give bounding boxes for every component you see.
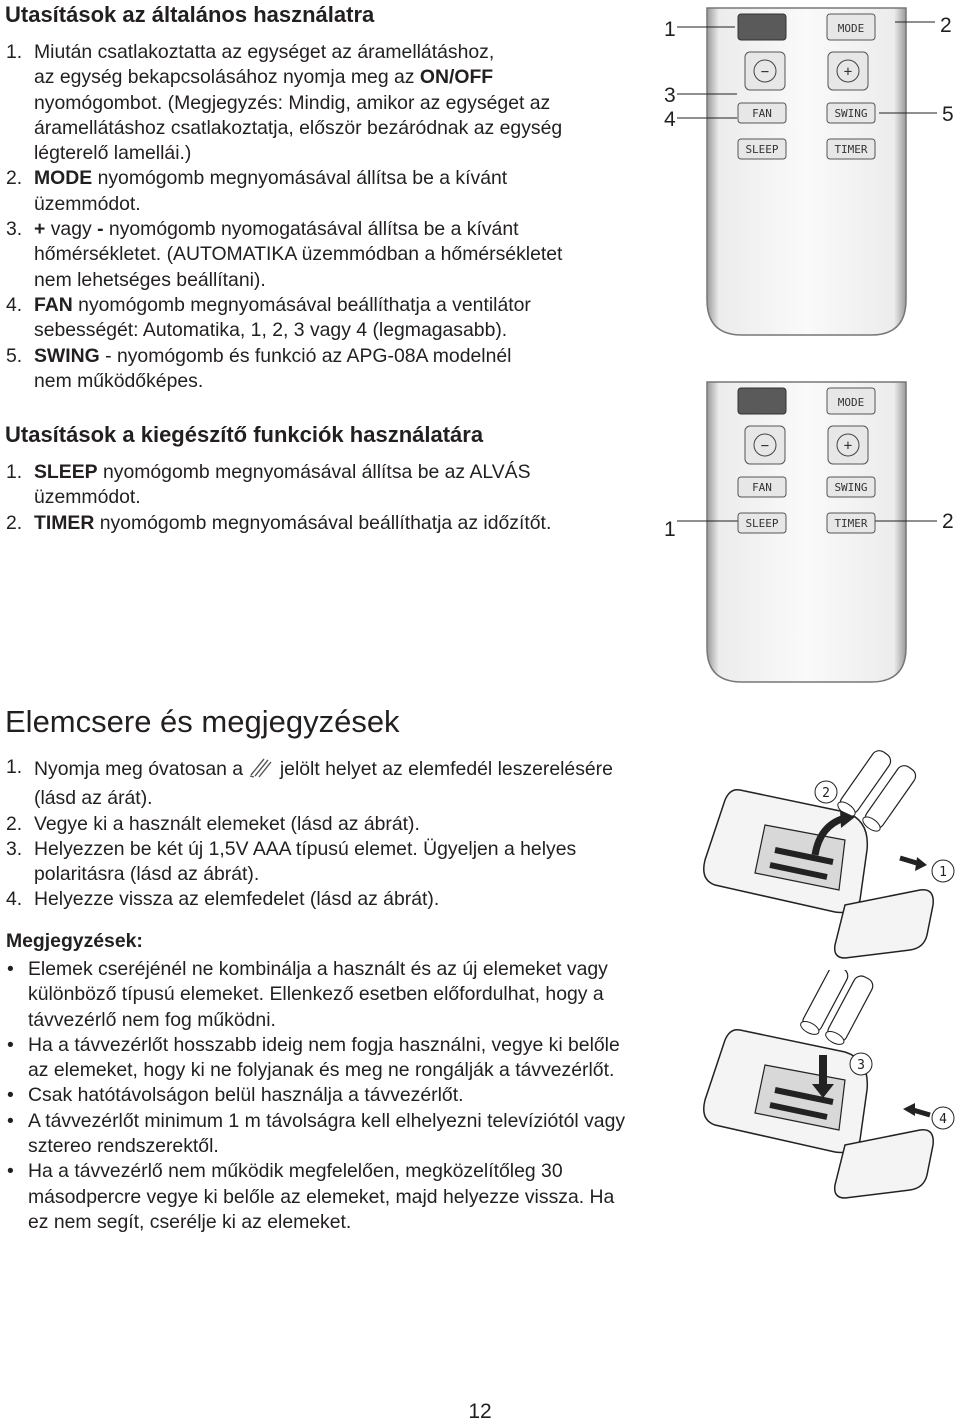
text-segment: nyomógomb megnyomásával állítsa be az ALVÁS (97, 461, 531, 483)
swing-button-label: SWING (834, 107, 868, 120)
text-segment: Miután csatlakoztatta az egységet az áramellátáshoz, (34, 41, 495, 63)
list-item (6, 293, 646, 344)
bullet-icon: • (7, 1084, 14, 1107)
list-item-line (34, 837, 686, 862)
note-item (6, 1083, 686, 1108)
list-item (6, 166, 646, 217)
step-3-label: 3 (857, 1058, 865, 1073)
text-segment: nyomógomb nyomogatásával állítsa be a kívánt (103, 218, 519, 241)
list-item-number: 5. (6, 344, 23, 367)
text-segment: polaritásra (lásd az ábrát). (34, 863, 260, 886)
list-item-number: 1. (6, 461, 23, 483)
bold-term: ON/OFF (419, 66, 494, 89)
battery-removal-figure (695, 740, 960, 960)
list-item-line (34, 344, 646, 369)
sleep-button-label: SLEEP (745, 517, 779, 530)
text-segment: Vegye ki a használt elemeket (lásd az ábrát). (34, 812, 420, 835)
bullet-icon: • (7, 1033, 14, 1056)
bold-term: MODE (34, 167, 93, 190)
text-segment: vagy (45, 218, 98, 241)
list-item (6, 755, 686, 812)
list-item-line (34, 116, 646, 141)
mode-button-label: MODE (837, 396, 865, 409)
list-item-line (34, 318, 646, 343)
list-item-line (34, 786, 686, 811)
list-item (6, 217, 646, 293)
note-line: Elemek cseréjénél ne kombinálja a használt és az új elemeket vagy (28, 958, 608, 980)
list-item (6, 40, 646, 166)
text-segment: Helyezzen be két új 1,5V AAA típusú elemet. Ügyeljen a helyes (34, 837, 577, 860)
sleep-button-label: SLEEP (745, 143, 779, 156)
list-item (6, 344, 646, 395)
remote-illustration (655, 0, 960, 350)
timer-button-label: TIMER (834, 517, 868, 530)
text-segment: (lásd az árát). (34, 787, 153, 810)
list-item-line (34, 369, 646, 394)
text-segment: Helyezze vissza az elemfedelet (lásd az ábrát). (34, 888, 440, 911)
text-segment: Nyomja meg óvatosan a (34, 758, 249, 780)
step-1-label: 1 (939, 865, 947, 880)
section2-list (6, 460, 646, 536)
list-item-line (34, 91, 646, 116)
note-item (6, 1109, 686, 1160)
list-item-line (34, 293, 646, 318)
press-mark-icon (248, 755, 274, 786)
swing-button-label: SWING (834, 481, 868, 494)
list-item-line (34, 887, 686, 912)
list-item-line (34, 217, 646, 242)
callout-3: 3 (664, 84, 676, 107)
list-item-line (34, 141, 646, 166)
minus-button-label: − (760, 438, 770, 454)
callout-4: 4 (664, 108, 676, 131)
list-item-number: 2. (6, 167, 23, 190)
plus-button-label: + (843, 64, 853, 80)
note-item (6, 957, 686, 1033)
text-segment: nem működőképes. (34, 369, 204, 392)
text-segment: jelölt helyet az elemfedél leszerelésére (274, 758, 613, 780)
note-line: Csak hatótávolságon belül használja a távvezérlőt. (28, 1084, 464, 1107)
fan-button-label: FAN (752, 481, 772, 494)
note-line: különböző típusú elemeket. Ellenkező esetben előfordulhat, hogy a (28, 983, 604, 1006)
note-item (6, 1033, 686, 1084)
step-4-label: 4 (939, 1112, 947, 1127)
list-item-line (34, 65, 646, 90)
note-line: Ha a távvezérlő nem működik megfelelően, megközelítőleg 30 (28, 1160, 563, 1183)
list-item-line (34, 460, 646, 485)
bullet-icon: • (7, 1109, 14, 1132)
list-item (6, 511, 646, 536)
section1-list (6, 40, 646, 394)
text-segment: üzemmódot. (34, 192, 141, 215)
remote-figure-top (655, 0, 960, 350)
text-segment: - nyomógomb és funkció az APG-08A modelnél (99, 344, 512, 367)
page-number: 12 (468, 1400, 492, 1423)
note-line: másodpercre vegye ki belőle az elemeket, majd helyezze vissza. Ha (28, 1185, 615, 1208)
bullet-icon: • (7, 958, 14, 980)
section3-list (6, 755, 686, 913)
text-segment: hőmérsékletet. (AUTOMATIKA üzemmódban a hőmérsékletet (34, 243, 563, 266)
list-item-line (34, 812, 686, 837)
bold-term: - (97, 218, 104, 241)
text-segment: légterelő lamellái.) (34, 142, 192, 165)
battery-insertion-figure (695, 970, 960, 1200)
remote-figure-bottom (655, 378, 960, 700)
text-segment: sebességét: Automatika, 1, 2, 3 vagy 4 (legmagasabb). (34, 319, 508, 342)
bold-term: FAN (34, 293, 73, 316)
list-item (6, 812, 686, 837)
list-item-line (34, 192, 646, 217)
mode-button-label: MODE (837, 22, 865, 35)
list-item-number: 3. (6, 218, 23, 241)
note-line: ez nem segít, cserélje ki az elemeket. (28, 1210, 352, 1233)
section3-title: Elemcsere és megjegyzések (5, 704, 400, 739)
list-item (6, 837, 686, 888)
bullet-icon: • (7, 1160, 14, 1183)
list-item-number: 4. (6, 293, 23, 316)
note-line: távvezérlő nem fog működni. (28, 1008, 276, 1031)
list-item-line (34, 40, 646, 65)
callout-1: 1 (664, 518, 676, 541)
callout-1: 1 (664, 18, 676, 41)
note-item (6, 1159, 686, 1235)
text-segment: üzemmódot. (34, 486, 141, 509)
note-line: Ha a távvezérlőt hosszabb ideig nem fogja használni, vegye ki belőle (28, 1033, 620, 1056)
notes-title: Megjegyzések: (6, 930, 143, 952)
plus-button-label: + (843, 438, 853, 454)
note-line: sztereo rendszerektől. (28, 1135, 219, 1158)
callout-5: 5 (942, 103, 954, 126)
section2-title: Utasítások a kiegészítő funkciók használatára (5, 422, 484, 447)
bold-term: SLEEP (34, 461, 98, 483)
timer-button-label: TIMER (834, 143, 868, 156)
list-item-line (34, 485, 646, 510)
notes-list (6, 957, 686, 1235)
list-item-line (34, 166, 646, 191)
text-segment: áramellátáshoz csatlakoztatja, először bezáródnak az egység (34, 116, 563, 139)
battery-illustration (695, 970, 960, 1200)
fan-button-label: FAN (752, 107, 772, 120)
list-item (6, 460, 646, 511)
list-item-number: 2. (6, 812, 23, 835)
list-item-number: 3. (6, 837, 23, 860)
text-segment: nyomógomb megnyomásával beállíthatja a ventilátor (72, 293, 531, 316)
list-item-line (34, 242, 646, 267)
list-item (6, 887, 686, 912)
text-segment: nem lehetséges beállítani). (34, 268, 266, 291)
text-segment: nyomógomb megnyomásával beállíthatja az időzítőt. (94, 511, 552, 534)
callout-2: 2 (942, 510, 954, 533)
callout-2: 2 (940, 14, 952, 37)
list-item-line (34, 862, 686, 887)
step-2-label: 2 (822, 786, 830, 801)
bold-term: + (34, 218, 46, 241)
bold-term: TIMER (34, 511, 95, 534)
list-item-number: 2. (6, 511, 23, 534)
onoff-button (738, 14, 786, 40)
note-line: az elemeket, hogy ki ne folyjanak és meg ne rongálják a távvezérlőt. (28, 1059, 615, 1082)
onoff-button (738, 388, 786, 414)
list-item-line (34, 511, 646, 536)
list-item-number: 1. (6, 756, 23, 778)
text-segment: nyomógomb megnyomásával állítsa be a kívánt (92, 167, 508, 190)
note-line: A távvezérlőt minimum 1 m távolságra kell elhelyezni televíziótól vagy (28, 1109, 626, 1132)
list-item-line (34, 268, 646, 293)
list-item-line (34, 755, 686, 786)
list-item-number: 1. (6, 41, 23, 63)
bold-term: SWING (34, 344, 100, 367)
text-segment: nyomógombot. (Megjegyzés: Mindig, amikor az egységet az (34, 91, 551, 114)
battery-illustration (695, 740, 960, 960)
remote-illustration (655, 378, 960, 700)
list-item-number: 4. (6, 888, 23, 911)
section1-title: Utasítások az általános használatra (5, 2, 375, 27)
minus-button-label: − (760, 64, 770, 80)
text-segment: az egység bekapcsolásához nyomja meg az (34, 66, 420, 89)
